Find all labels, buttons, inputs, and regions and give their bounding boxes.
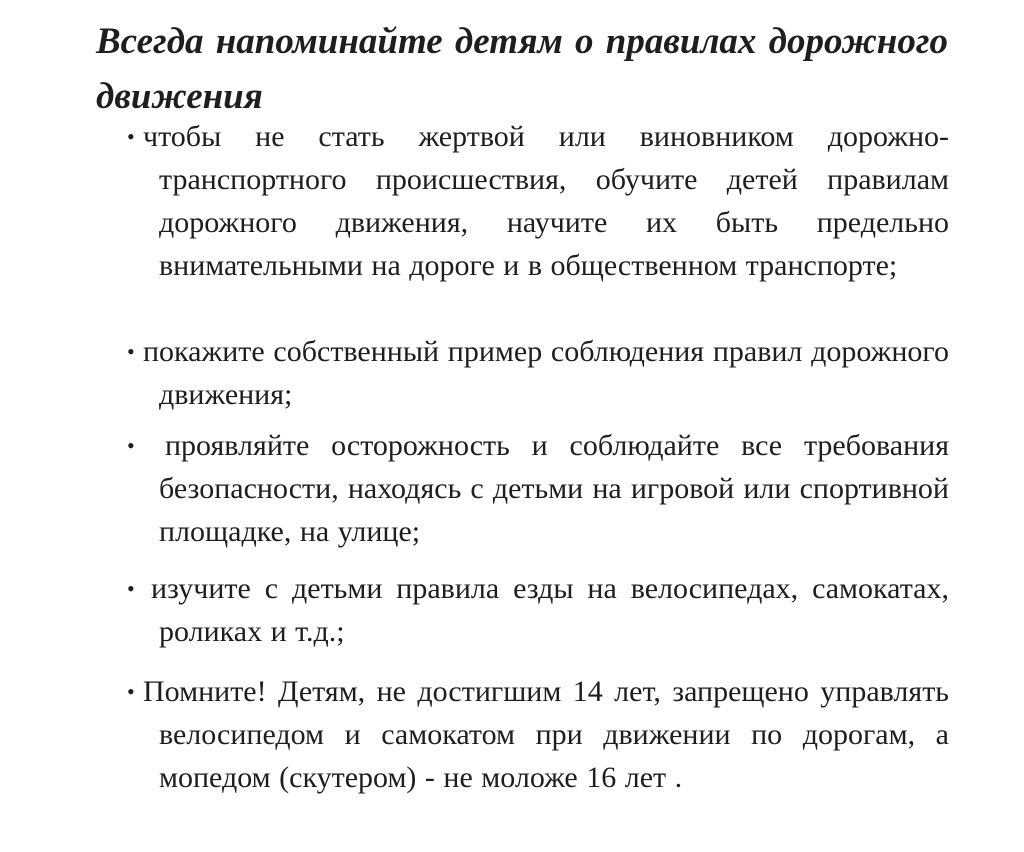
list-item-text: покажите собственный пример соблюдения правил дорожного движения; [143,335,949,411]
list-item [127,115,949,287]
bullet-icon: • [127,679,135,704]
list-item-text: чтобы не стать жертвой или виновником дорожно-транспортного происшествия, обучите детей правилам дорожного движения, научите их быть предельно внимательными на дороге и в общественном транспорте; [143,120,949,282]
bullet-icon: • [127,124,135,149]
list-item [127,330,949,416]
list-item-text: Помните! Детям, не достигшим 14 лет, запрещено управлять велосипедом и самокатом при движении по дорогам, а мопедом (скутером) - не моложе 16 лет . [143,675,949,794]
list-item-text: изучите с детьми правила езды на велосипедах, самокатах, роликах и т.д.; [151,572,949,648]
bullet-icon: • [127,433,135,458]
bullet-icon: • [127,339,135,364]
list-item [127,567,949,653]
list-item [127,424,949,553]
page-title: Всегда напоминайте детям о правилах дорожного движения [96,21,948,117]
bullet-icon: • [127,576,135,601]
list-item-text: проявляйте осторожность и соблюдайте все требования безопасности, находясь с детьми на игровой или спортивной площадке, на улице; [159,429,949,548]
list-item [127,670,949,799]
